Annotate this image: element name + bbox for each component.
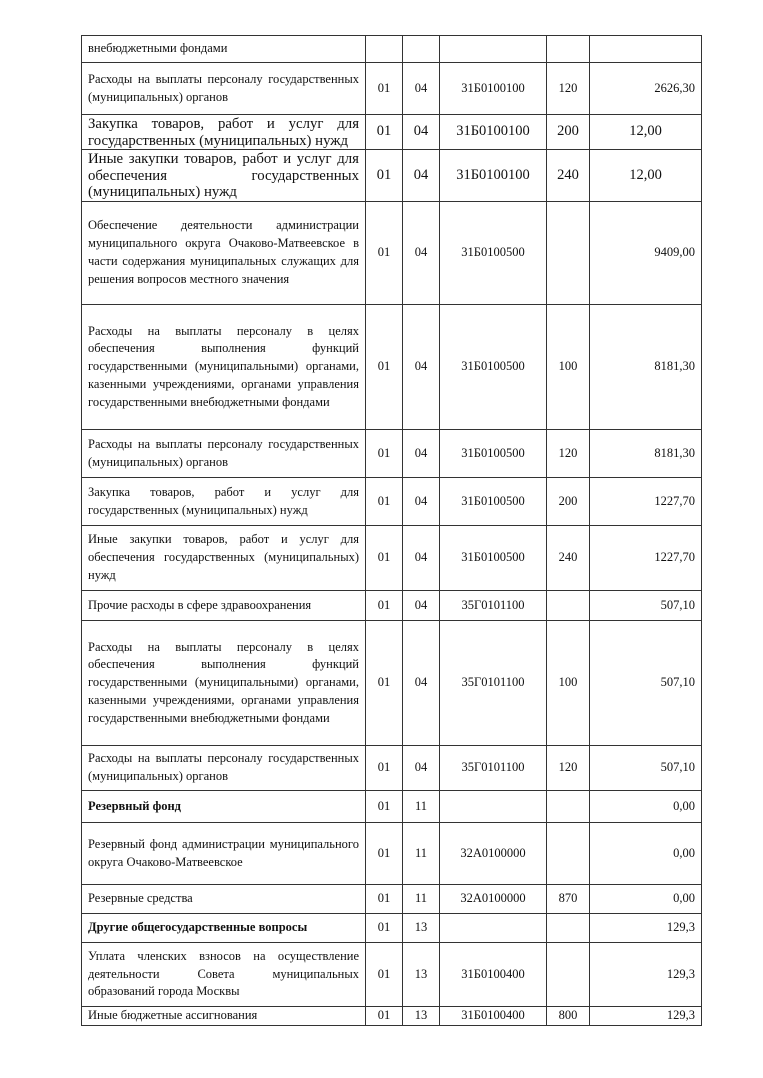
expense-type-code: 870 <box>547 885 590 914</box>
subsection-code: 04 <box>403 591 440 621</box>
section-code: 01 <box>366 150 403 202</box>
section-code: 01 <box>366 823 403 885</box>
budget-table <box>81 35 702 1026</box>
target-article-code: 32А0100000 <box>440 823 547 885</box>
target-article-code: 31Б0100500 <box>440 478 547 526</box>
table-row <box>82 202 702 305</box>
target-article-code <box>440 791 547 823</box>
subsection-code: 11 <box>403 791 440 823</box>
amount: 9409,00 <box>590 202 702 305</box>
subsection-code: 04 <box>403 150 440 202</box>
amount: 8181,30 <box>590 305 702 430</box>
target-article-code: 35Г0101100 <box>440 746 547 791</box>
expense-type-code: 800 <box>547 1007 590 1026</box>
expense-type-code: 240 <box>547 150 590 202</box>
amount <box>590 36 702 63</box>
amount: 129,3 <box>590 943 702 1007</box>
amount: 507,10 <box>590 591 702 621</box>
amount: 0,00 <box>590 885 702 914</box>
target-article-code: 31Б0100100 <box>440 63 547 115</box>
amount: 129,3 <box>590 914 702 943</box>
subsection-code: 11 <box>403 823 440 885</box>
table-row <box>82 943 702 1007</box>
table-row <box>82 305 702 430</box>
amount: 507,10 <box>590 746 702 791</box>
table-row <box>82 150 702 202</box>
target-article-code: 31Б0100500 <box>440 430 547 478</box>
section-code: 01 <box>366 305 403 430</box>
expense-name: Иные закупки товаров, работ и услуг для обеспечения государственных (муниципальных) нужд <box>82 526 366 591</box>
subsection-code: 13 <box>403 1007 440 1026</box>
expense-type-code: 120 <box>547 430 590 478</box>
subsection-code: 04 <box>403 202 440 305</box>
table-row <box>82 885 702 914</box>
expense-type-code <box>547 914 590 943</box>
table-row <box>82 63 702 115</box>
target-article-code: 31Б0100500 <box>440 202 547 305</box>
section-code: 01 <box>366 202 403 305</box>
section-code: 01 <box>366 914 403 943</box>
expense-type-code <box>547 823 590 885</box>
expense-name: Расходы на выплаты персоналу в целях обеспечения выполнения функций государственными (муниципальными) органами, казенными учреждениями, органами управления государственными внебюджетными фондами <box>82 621 366 746</box>
table-row <box>82 823 702 885</box>
table-row <box>82 478 702 526</box>
table-row <box>82 36 702 63</box>
expense-type-code <box>547 36 590 63</box>
target-article-code: 31Б0100100 <box>440 150 547 202</box>
expense-name: внебюджетными фондами <box>82 36 366 63</box>
target-article-code: 31Б0100400 <box>440 1007 547 1026</box>
table-row <box>82 791 702 823</box>
expense-name: Иные бюджетные ассигнования <box>82 1007 366 1026</box>
expense-type-code <box>547 943 590 1007</box>
expense-name: Иные закупки товаров, работ и услуг для обеспечения государственных (муниципальных) нужд <box>82 150 366 202</box>
expense-type-code: 120 <box>547 746 590 791</box>
target-article-code <box>440 36 547 63</box>
subsection-code: 13 <box>403 914 440 943</box>
amount: 507,10 <box>590 621 702 746</box>
section-code: 01 <box>366 115 403 150</box>
table-row <box>82 526 702 591</box>
subsection-code: 13 <box>403 943 440 1007</box>
subsection-code: 04 <box>403 63 440 115</box>
amount: 129,3 <box>590 1007 702 1026</box>
section-code: 01 <box>366 591 403 621</box>
subsection-code: 04 <box>403 115 440 150</box>
subsection-code: 11 <box>403 885 440 914</box>
table-row <box>82 1007 702 1026</box>
table-row <box>82 621 702 746</box>
expense-name: Прочие расходы в сфере здравоохранения <box>82 591 366 621</box>
amount: 8181,30 <box>590 430 702 478</box>
subsection-code: 04 <box>403 478 440 526</box>
table-row <box>82 591 702 621</box>
target-article-code: 31Б0100500 <box>440 526 547 591</box>
expense-name: Расходы на выплаты персоналу государственных (муниципальных) органов <box>82 63 366 115</box>
section-code: 01 <box>366 430 403 478</box>
amount: 12,00 <box>590 115 702 150</box>
section-code: 01 <box>366 63 403 115</box>
expense-name: Другие общегосударственные вопросы <box>82 914 366 943</box>
expense-type-code <box>547 791 590 823</box>
target-article-code: 31Б0100400 <box>440 943 547 1007</box>
section-code: 01 <box>366 746 403 791</box>
subsection-code: 04 <box>403 430 440 478</box>
section-code: 01 <box>366 885 403 914</box>
amount: 0,00 <box>590 823 702 885</box>
table-row <box>82 914 702 943</box>
amount: 1227,70 <box>590 526 702 591</box>
section-code: 01 <box>366 1007 403 1026</box>
target-article-code: 35Г0101100 <box>440 621 547 746</box>
expense-name: Расходы на выплаты персоналу в целях обеспечения выполнения функций государственными (муниципальными) органами, казенными учреждениями, органами управления государственными внебюджетными фондами <box>82 305 366 430</box>
section-code: 01 <box>366 943 403 1007</box>
section-code <box>366 36 403 63</box>
subsection-code: 04 <box>403 621 440 746</box>
target-article-code <box>440 914 547 943</box>
section-code: 01 <box>366 621 403 746</box>
table-row <box>82 746 702 791</box>
target-article-code: 31Б0100500 <box>440 305 547 430</box>
subsection-code: 04 <box>403 526 440 591</box>
expense-type-code: 100 <box>547 305 590 430</box>
expense-name: Резервный фонд администрации муниципального округа Очаково-Матвеевское <box>82 823 366 885</box>
expense-name: Расходы на выплаты персоналу государственных (муниципальных) органов <box>82 430 366 478</box>
subsection-code: 04 <box>403 305 440 430</box>
section-code: 01 <box>366 478 403 526</box>
amount: 12,00 <box>590 150 702 202</box>
expense-type-code: 120 <box>547 63 590 115</box>
expense-name: Обеспечение деятельности администрации муниципального округа Очаково-Матвеевское в части содержания муниципальных служащих для решения вопросов местного значения <box>82 202 366 305</box>
amount: 1227,70 <box>590 478 702 526</box>
expense-name: Уплата членских взносов на осуществление деятельности Совета муниципальных образований города Москвы <box>82 943 366 1007</box>
expense-type-code <box>547 591 590 621</box>
expense-name: Расходы на выплаты персоналу государственных (муниципальных) органов <box>82 746 366 791</box>
table-row <box>82 115 702 150</box>
expense-name: Резервный фонд <box>82 791 366 823</box>
expense-name: Закупка товаров, работ и услуг для государственных (муниципальных) нужд <box>82 478 366 526</box>
table-row <box>82 430 702 478</box>
amount: 2626,30 <box>590 63 702 115</box>
expense-type-code: 200 <box>547 115 590 150</box>
section-code: 01 <box>366 791 403 823</box>
target-article-code: 31Б0100100 <box>440 115 547 150</box>
expense-type-code: 240 <box>547 526 590 591</box>
section-code: 01 <box>366 526 403 591</box>
expense-name: Закупка товаров, работ и услуг для государственных (муниципальных) нужд <box>82 115 366 150</box>
expense-type-code <box>547 202 590 305</box>
expense-name: Резервные средства <box>82 885 366 914</box>
subsection-code <box>403 36 440 63</box>
subsection-code: 04 <box>403 746 440 791</box>
expense-type-code: 100 <box>547 621 590 746</box>
amount: 0,00 <box>590 791 702 823</box>
expense-type-code: 200 <box>547 478 590 526</box>
target-article-code: 35Г0101100 <box>440 591 547 621</box>
target-article-code: 32А0100000 <box>440 885 547 914</box>
